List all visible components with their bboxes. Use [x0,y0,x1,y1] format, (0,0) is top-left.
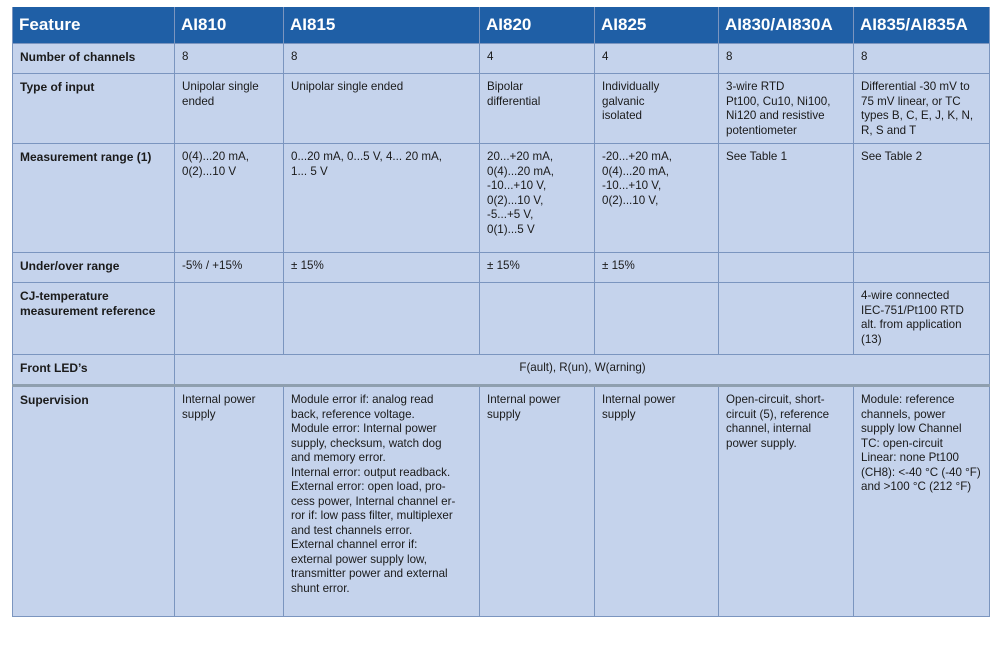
cell-ai835: 4-wire connected IEC-751/Pt100 RTD alt. from application (13) [854,283,990,355]
header-ai820: AI820 [480,7,595,44]
feature-comparison-table-container [12,7,990,617]
row-label: Front LED’s [13,355,175,386]
cell-ai810: -5% / +15% [175,253,284,283]
cell-ai825: -20...+20 mA, 0(4)...20 mA, -10...+10 V, 0(2)...10 V, [595,144,719,253]
cell-ai830 [719,283,854,355]
cell-ai815 [284,283,480,355]
row-label: Measurement range (1) [13,144,175,253]
cell-ai835: Differential -30 mV to 75 mV linear, or TC types B, C, E, J, K, N, R, S and T [854,74,990,144]
cell-ai815: 8 [284,44,480,74]
cell-ai810: 8 [175,44,284,74]
cell-ai810: Unipolar single ended [175,74,284,144]
row-number-of-channels [13,44,990,74]
row-measurement-range [13,144,990,253]
row-front-leds [13,355,990,386]
cell-ai835: Module: reference channels, power supply low Channel TC: open-circuit Linear: none Pt100 (CH8): <-40 °C (-40 °F) and >100 °C (212 °F) [854,386,990,617]
row-type-of-input [13,74,990,144]
cell-ai820: Bipolar differential [480,74,595,144]
row-label: Number of channels [13,44,175,74]
header-ai835: AI835/AI835A [854,7,990,44]
cell-ai825: Individually galvanic isolated [595,74,719,144]
cell-ai820: 4 [480,44,595,74]
cell-ai830: 3-wire RTD Pt100, Cu10, Ni100, Ni120 and resistive potentiometer [719,74,854,144]
row-label: Supervision [13,386,175,617]
header-row [13,7,990,44]
cell-ai810: Internal power supply [175,386,284,617]
cell-ai810: 0(4)...20 mA, 0(2)...10 V [175,144,284,253]
row-label: Under/over range [13,253,175,283]
cell-ai820: 20...+20 mA, 0(4)...20 mA, -10...+10 V, 0(2)...10 V, -5...+5 V, 0(1)...5 V [480,144,595,253]
cell-ai835: 8 [854,44,990,74]
cell-ai815: Unipolar single ended [284,74,480,144]
cell-ai815: Module error if: analog read back, reference voltage. Module error: Internal power supply, checksum, watch dog and memory error. Internal error: output readback. External error: open load, pro- cess power, Internal channel er- ror if: low pass filter, multiplexer and test channels error. External channel error if: external power supply low, transmitter power and external shunt error. [284,386,480,617]
cell-ai820: ± 15% [480,253,595,283]
row-cj-temperature [13,283,990,355]
header-ai825: AI825 [595,7,719,44]
cell-ai825: 4 [595,44,719,74]
cell-ai815: ± 15% [284,253,480,283]
header-feature: Feature [13,7,175,44]
cell-ai815: 0...20 mA, 0...5 V, 4... 20 mA, 1... 5 V [284,144,480,253]
cell-ai825 [595,283,719,355]
feature-comparison-table [12,7,990,617]
header-ai810: AI810 [175,7,284,44]
cell-ai820 [480,283,595,355]
cell-ai830: Open-circuit, short- circuit (5), reference channel, internal power supply. [719,386,854,617]
row-supervision [13,386,990,617]
cell-front-leds-all: F(ault), R(un), W(arning) [175,355,990,386]
cell-ai835: See Table 2 [854,144,990,253]
cell-ai830: 8 [719,44,854,74]
cell-ai825: Internal power supply [595,386,719,617]
row-under-over-range [13,253,990,283]
cell-ai830: See Table 1 [719,144,854,253]
cell-ai830 [719,253,854,283]
header-ai830: AI830/AI830A [719,7,854,44]
row-label: CJ-temperature measurement reference [13,283,175,355]
cell-ai825: ± 15% [595,253,719,283]
row-label: Type of input [13,74,175,144]
cell-ai810 [175,283,284,355]
cell-ai835 [854,253,990,283]
header-ai815: AI815 [284,7,480,44]
cell-ai820: Internal power supply [480,386,595,617]
